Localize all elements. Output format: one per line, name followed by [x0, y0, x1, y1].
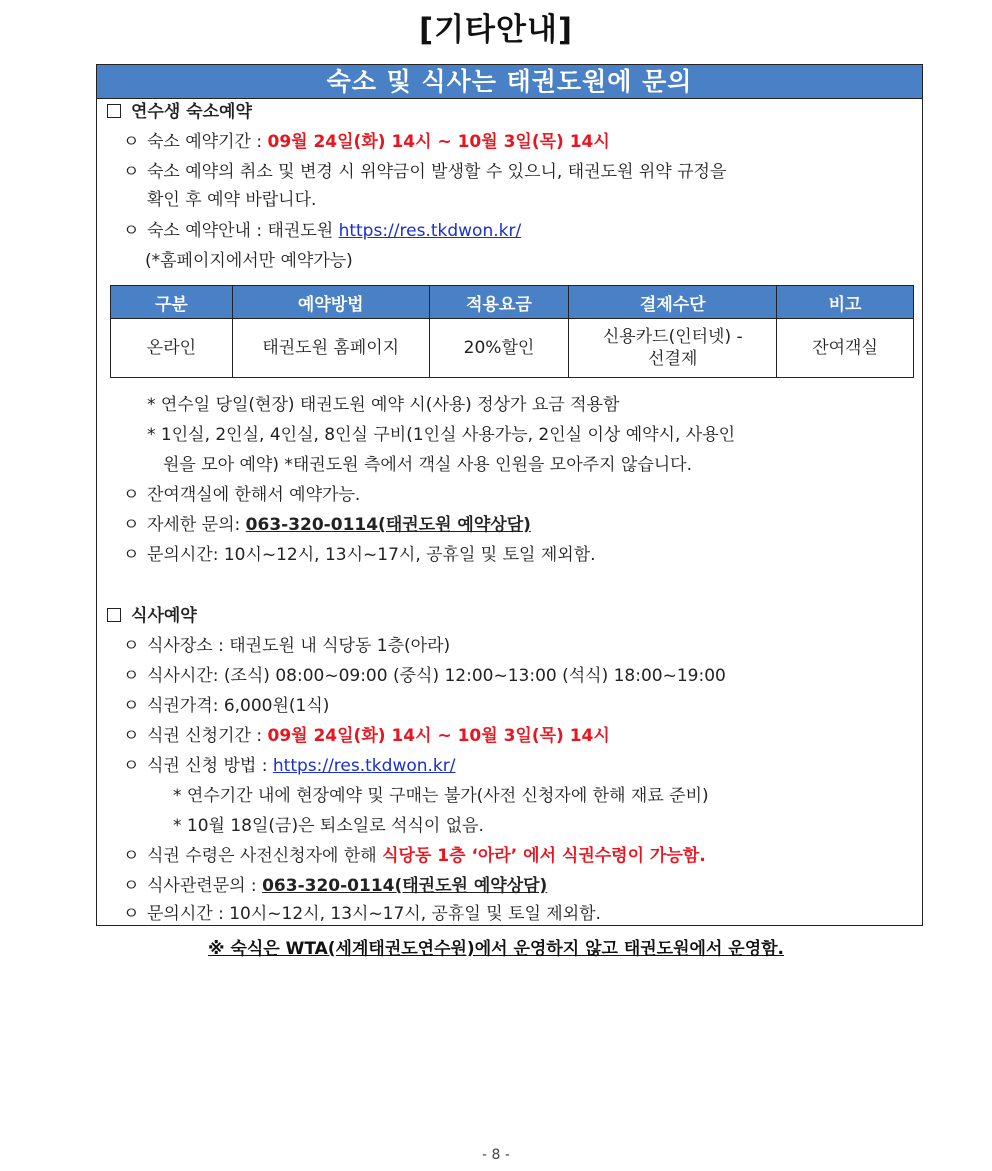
- lodging-heading: 연수생 숙소예약: [107, 101, 252, 123]
- meal-method-note-2: * 10월 18일(금)은 퇴소일로 석식이 없음.: [173, 816, 484, 836]
- bullet-icon: ㅇ: [123, 904, 140, 924]
- lodging-period-value: 09월 24일(화) 14시 ~ 10월 3일(목) 14시: [267, 132, 610, 152]
- lodging-inquiry: ㅇ 자세한 문의: 063-320-0114(태권도원 예약상담): [123, 515, 531, 535]
- lodging-remaining: ㅇ 잔여객실에 한해서 예약가능.: [123, 485, 361, 505]
- lodging-reservation-link[interactable]: https://res.tkdwon.kr/: [338, 221, 522, 241]
- table-cell: 20%할인: [429, 319, 569, 378]
- meal-reservation-link[interactable]: https://res.tkdwon.kr/: [272, 756, 456, 776]
- bullet-icon: ㅇ: [123, 162, 140, 182]
- payment-line-1: 신용카드(인터넷) -: [602, 327, 743, 347]
- meal-price: ㅇ 식권가격: 6,000원(1식): [123, 696, 330, 716]
- payment-line-2: 선결제: [648, 349, 698, 369]
- page-number: - 8 -: [482, 1147, 510, 1163]
- table-cell: 온라인: [111, 319, 233, 378]
- checkbox-square-icon: [107, 608, 121, 622]
- meal-period-value: 09월 24일(화) 14시 ~ 10월 3일(목) 14시: [267, 726, 610, 746]
- box-title: 숙소 및 식사는 태권도원에 문의: [97, 65, 922, 99]
- meal-method: ㅇ 식권 신청 방법 : https://res.tkdwon.kr/: [123, 756, 456, 776]
- bullet-icon: ㅇ: [123, 726, 140, 746]
- bullet-icon: ㅇ: [123, 132, 140, 152]
- lodging-inquiry-phone: 063-320-0114(태권도원 예약상담): [245, 515, 531, 535]
- bullet-icon: ㅇ: [123, 221, 140, 241]
- table-cell: [569, 319, 777, 378]
- meal-period: ㅇ 식권 신청기간 : 09월 24일(화) 14시 ~ 10월 3일(목) 14시: [123, 726, 610, 746]
- meal-hours: ㅇ 문의시간 : 10시~12시, 13시~17시, 공휴일 및 토일 제외함.: [123, 904, 601, 924]
- table-cell: 잔여객실: [777, 319, 914, 378]
- table-header-cell: 예약방법: [232, 286, 429, 319]
- meal-place: ㅇ 식사장소 : 태권도원 내 식당동 1층(아라): [123, 636, 451, 656]
- table-header-row: [111, 286, 914, 319]
- lodging-note-1: * 연수일 당일(현장) 태권도원 예약 시(사용) 정상가 요금 적용함: [147, 395, 620, 415]
- bullet-icon: ㅇ: [123, 696, 140, 716]
- bullet-icon: ㅇ: [123, 515, 140, 535]
- meal-heading: 식사예약: [107, 605, 197, 627]
- checkbox-square-icon: [107, 104, 121, 118]
- lodging-note-2: * 1인실, 2인실, 4인실, 8인실 구비(1인실 사용가능, 2인실 이상 예약시, 사용인: [147, 425, 736, 445]
- meal-pickup-value: 식당동 1층 ‘아라’ 에서 식권수령이 가능함.: [382, 846, 706, 866]
- table-header-cell: 결제수단: [569, 286, 777, 319]
- bullet-icon: ㅇ: [123, 756, 140, 776]
- bullet-icon: ㅇ: [123, 666, 140, 686]
- meal-pickup: ㅇ 식권 수령은 사전신청자에 한해 식당동 1층 ‘아라’ 에서 식권수령이 가능함.: [123, 846, 706, 866]
- footer-note: ※ 숙식은 WTA(세계태권도연수원)에서 운영하지 않고 태권도원에서 운영함.: [207, 939, 785, 959]
- reservation-table: [110, 285, 914, 378]
- table-header-cell: 비고: [777, 286, 914, 319]
- lodging-period: ㅇ 숙소 예약기간 : 09월 24일(화) 14시 ~ 10월 3일(목) 14시: [123, 132, 610, 152]
- lodging-guide: ㅇ 숙소 예약안내 : 태권도원 https://res.tkdwon.kr/: [123, 221, 522, 241]
- meal-time: ㅇ 식사시간: (조식) 08:00~09:00 (중식) 12:00~13:00 (석식) 18:00~19:00: [123, 666, 726, 686]
- bullet-icon: ㅇ: [123, 545, 140, 565]
- meal-method-note-1: * 연수기간 내에 현장예약 및 구매는 불가(사전 신청자에 한해 재료 준비): [173, 786, 709, 806]
- lodging-guide-note: (*홈페이지에서만 예약가능): [145, 251, 353, 271]
- lodging-note-3: 원을 모아 예약) *태권도원 측에서 객실 사용 인원을 모아주지 않습니다.: [163, 455, 692, 475]
- lodging-cancel-line-1: ㅇ 숙소 예약의 취소 및 변경 시 위약금이 발생할 수 있으니, 태권도원 위약 규정을: [123, 162, 727, 182]
- info-box: [96, 64, 923, 926]
- bullet-icon: ㅇ: [123, 636, 140, 656]
- meal-inquiry: ㅇ 식사관련문의 : 063-320-0114(태권도원 예약상담): [123, 876, 548, 896]
- bullet-icon: ㅇ: [123, 846, 140, 866]
- table-row: [111, 319, 914, 378]
- bullet-icon: ㅇ: [123, 485, 140, 505]
- meal-inquiry-phone: 063-320-0114(태권도원 예약상담): [262, 876, 548, 896]
- lodging-hours: ㅇ 문의시간: 10시~12시, 13시~17시, 공휴일 및 토일 제외함.: [123, 545, 596, 565]
- page-title: [기타안내]: [418, 12, 574, 48]
- table-header-cell: 적용요금: [429, 286, 569, 319]
- table-cell: 태권도원 홈페이지: [232, 319, 429, 378]
- lodging-cancel-line-2: 확인 후 예약 바랍니다.: [147, 190, 317, 210]
- bullet-icon: ㅇ: [123, 876, 140, 896]
- table-header-cell: 구분: [111, 286, 233, 319]
